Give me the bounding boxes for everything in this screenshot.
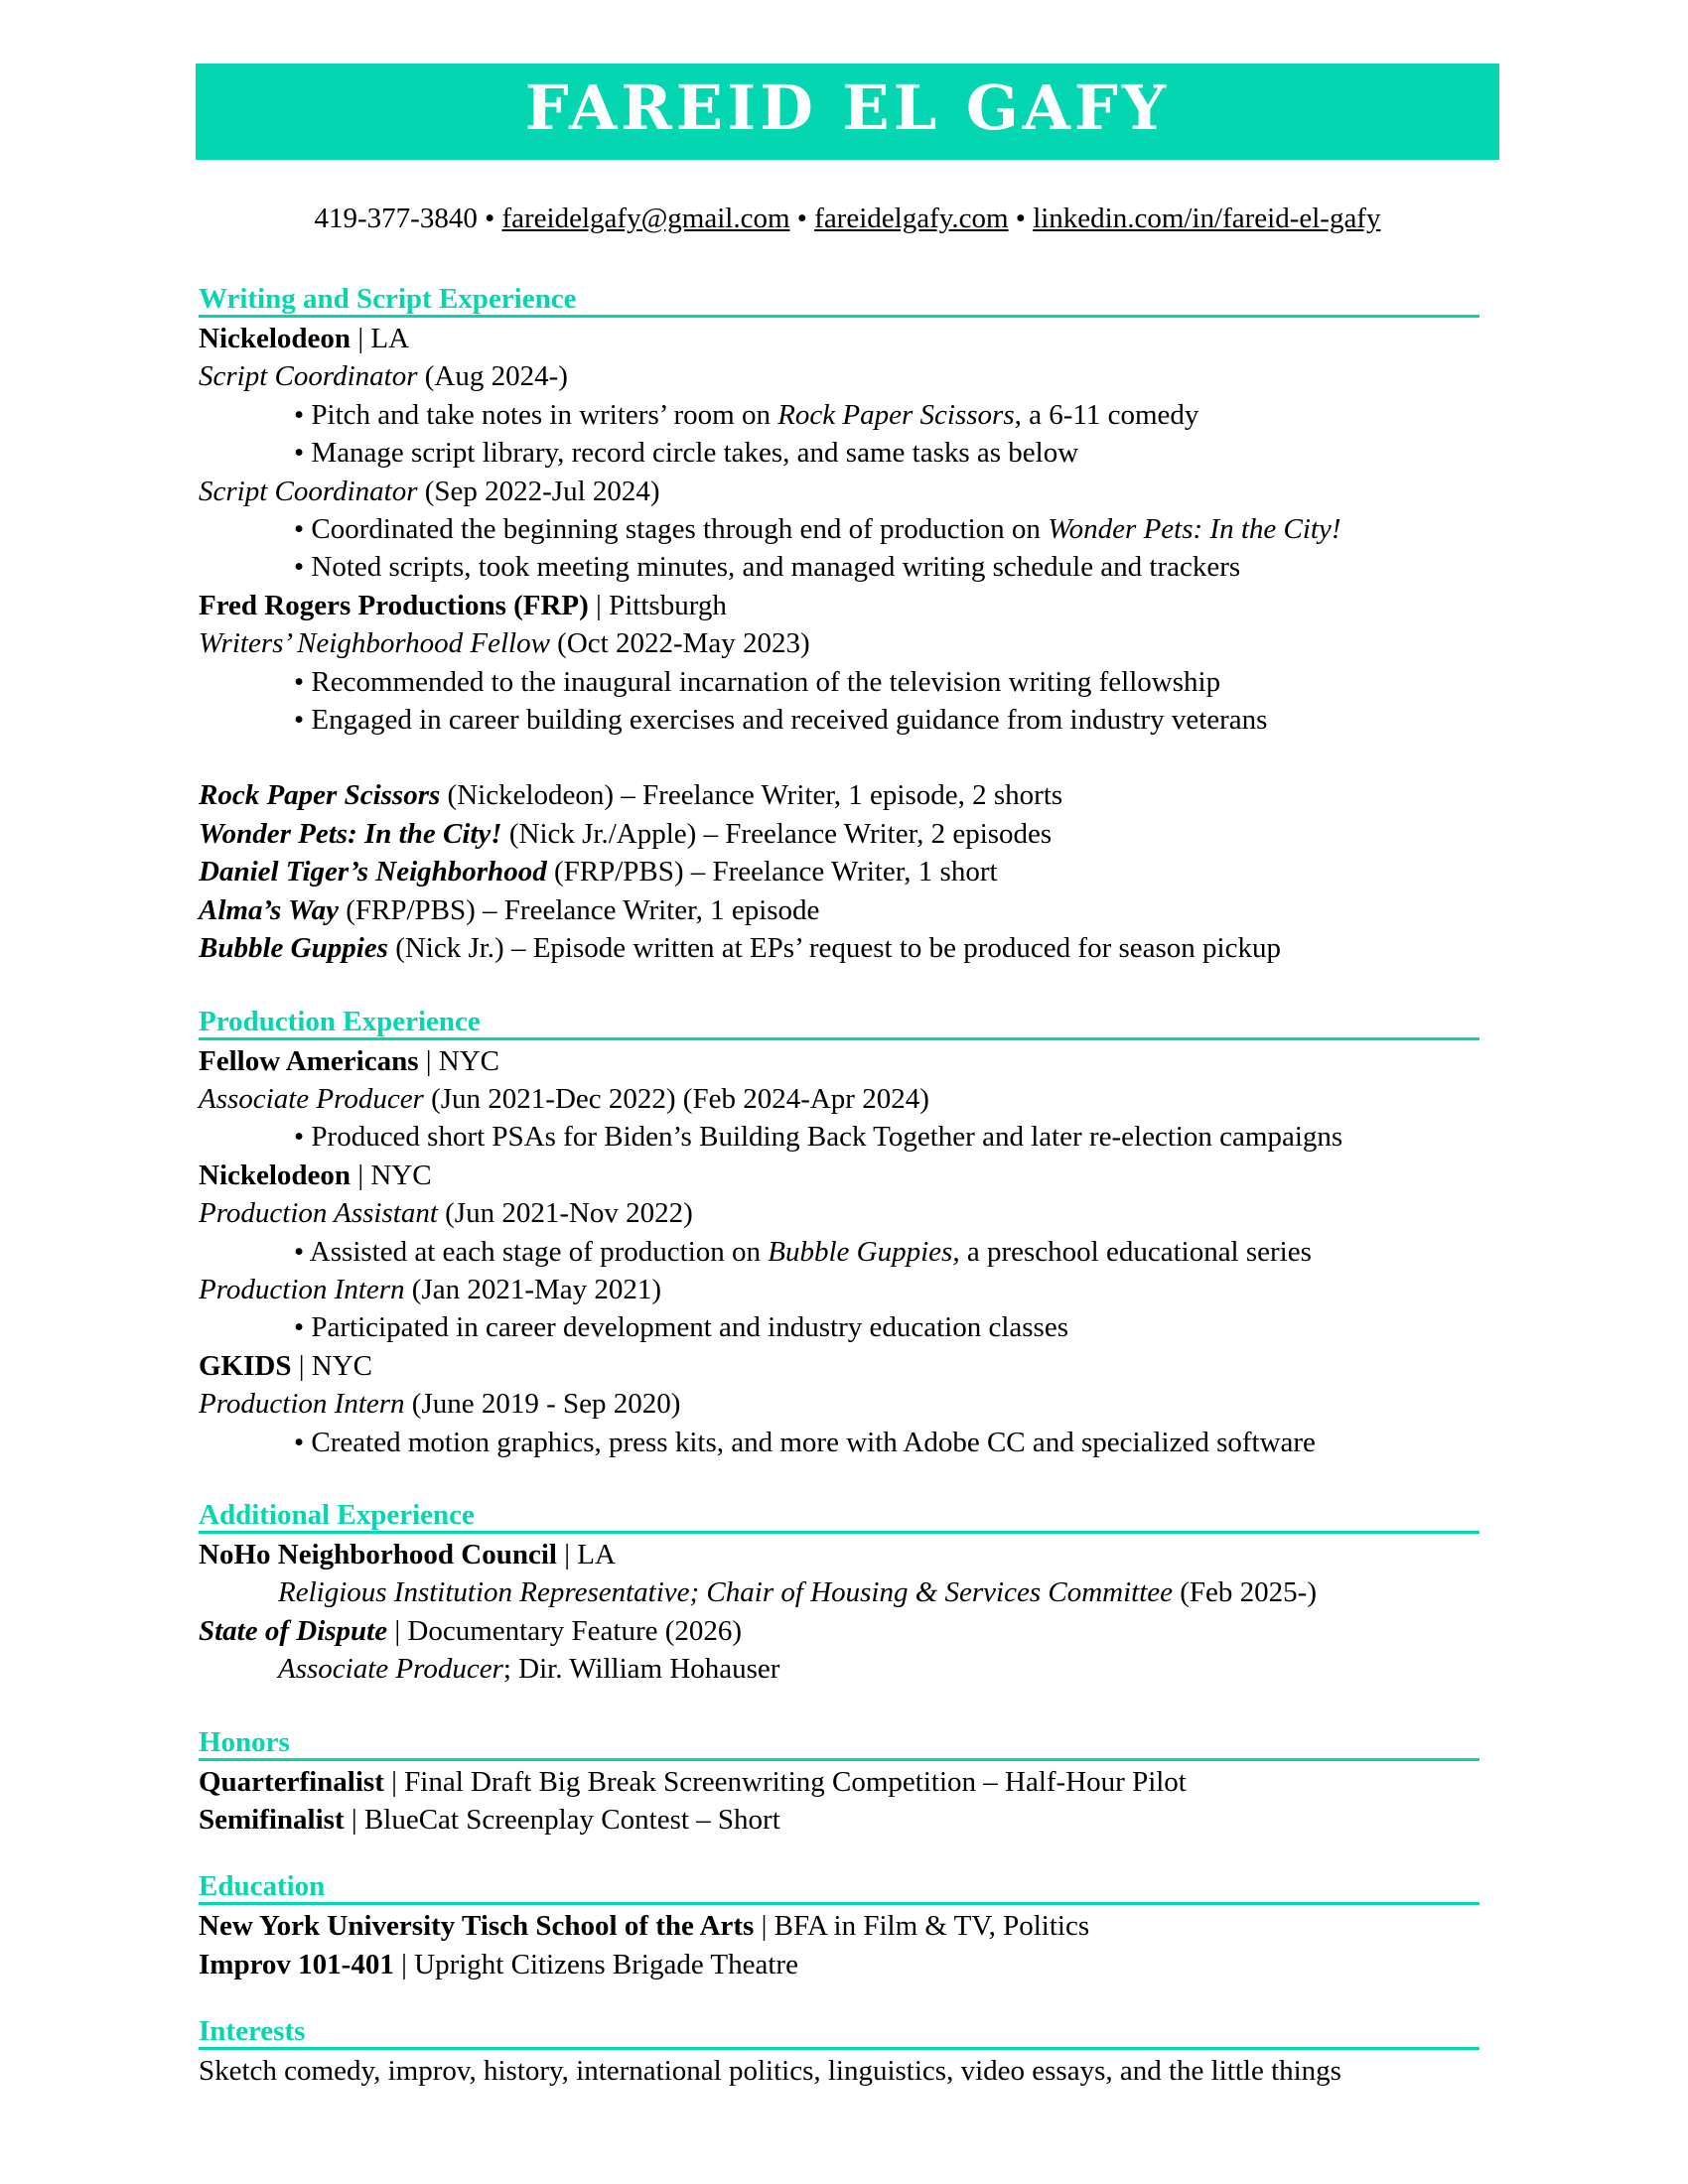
section-heading: Interests: [199, 2015, 1479, 2050]
credit-line: Bubble Guppies (Nick Jr.) – Episode written at EPs’ request to be produced for season pickup: [199, 932, 1281, 965]
bullet-item: • Coordinated the beginning stages through end of production on Wonder Pets: In the City!: [294, 513, 1341, 546]
section-heading: Honors: [199, 1726, 1479, 1761]
honors-section: [199, 1726, 1519, 1840]
writing-section: [199, 283, 1519, 968]
phone-number: 419-377-3840: [314, 203, 478, 234]
education-section: [199, 1870, 1519, 1983]
role-line: Script Coordinator (Sep 2022-Jul 2024): [199, 475, 660, 507]
bullet-item: • Participated in career development and industry education classes: [294, 1311, 1068, 1344]
section-heading: Writing and Script Experience: [199, 283, 1479, 318]
credit-line: Wonder Pets: In the City! (Nick Jr./Apple) – Freelance Writer, 2 episodes: [199, 817, 1053, 850]
email-link[interactable]: fareidelgafy@gmail.com: [501, 203, 790, 234]
section-heading: Education: [199, 1870, 1479, 1905]
additional-section: [199, 1499, 1519, 1689]
bullet-item: • Engaged in career building exercises and received guidance from industry veterans: [294, 704, 1268, 737]
linkedin-link[interactable]: linkedin.com/in/fareid-el-gafy: [1033, 203, 1381, 234]
contact-line: 419-377-3840 • fareidelgafy@gmail.com • fareidelgafy.com • linkedin.com/in/fareid-el-gafy: [314, 203, 1381, 234]
employer-line: Nickelodeon | LA: [199, 323, 410, 354]
interests-text: Sketch comedy, improv, history, international politics, linguistics, video essays, and the little things: [199, 2055, 1341, 2088]
employer-line: Fred Rogers Productions (FRP) | Pittsburgh: [199, 589, 727, 621]
role-line: Script Coordinator (Aug 2024-): [199, 360, 568, 393]
bullet-item: • Noted scripts, took meeting minutes, and managed writing schedule and trackers: [294, 551, 1241, 584]
role-line: Associate Producer (Jun 2021-Dec 2022) (Feb 2024-Apr 2024): [199, 1082, 929, 1115]
website-link[interactable]: fareidelgafy.com: [814, 203, 1009, 234]
employer-line: GKIDS | NYC: [199, 1349, 373, 1382]
honor-line: Semifinalist | BlueCat Screenplay Contest – Short: [199, 1804, 780, 1836]
education-line: New York University Tisch School of the Arts | BFA in Film & TV, Politics: [199, 1910, 1090, 1943]
role-line: Production Intern (June 2019 - Sep 2020): [199, 1388, 681, 1421]
bullet-item: • Created motion graphics, press kits, and more with Adobe CC and specialized software: [294, 1426, 1316, 1458]
bullet-item: • Produced short PSAs for Biden’s Building Back Together and later re-election campaigns: [294, 1121, 1343, 1154]
honor-line: Quarterfinalist | Final Draft Big Break Screenwriting Competition – Half-Hour Pilot: [199, 1765, 1187, 1798]
role-line: Production Intern (Jan 2021-May 2021): [199, 1273, 662, 1305]
credit-line: State of Dispute | Documentary Feature (2026): [199, 1614, 743, 1647]
credit-line: Rock Paper Scissors (Nickelodeon) – Freelance Writer, 1 episode, 2 shorts: [199, 779, 1063, 812]
bullet-item: • Assisted at each stage of production on Bubble Guppies, a preschool educational series: [294, 1235, 1312, 1268]
employer-line: Nickelodeon | NYC: [199, 1159, 432, 1191]
section-heading: Additional Experience: [199, 1499, 1479, 1534]
employer-line: NoHo Neighborhood Council | LA: [199, 1538, 616, 1570]
employer-line: Fellow Americans | NYC: [199, 1044, 500, 1077]
bullet-item: • Recommended to the inaugural incarnation of the television writing fellowship: [294, 665, 1221, 698]
name-banner: [196, 64, 1499, 160]
resume-content: [199, 283, 1519, 2122]
bullet-item: • Pitch and take notes in writers’ room on Rock Paper Scissors, a 6-11 comedy: [294, 398, 1199, 431]
bullet-item: • Manage script library, record circle takes, and same tasks as below: [294, 437, 1079, 470]
role-line: Associate Producer; Dir. William Hohauser: [278, 1653, 780, 1686]
role-line: Writers’ Neighborhood Fellow (Oct 2022-May 2023): [199, 627, 810, 660]
credit-line: Alma’s Way (FRP/PBS) – Freelance Writer, 1 episode: [199, 893, 820, 926]
credit-line: Daniel Tiger’s Neighborhood (FRP/PBS) – Freelance Writer, 1 short: [199, 856, 998, 888]
full-name: FAREID EL GAFY: [524, 70, 1171, 144]
role-line: Religious Institution Representative; Chair of Housing & Services Committee (Feb 2025-): [278, 1576, 1317, 1609]
section-heading: Production Experience: [199, 1006, 1479, 1040]
production-section: [199, 1006, 1519, 1461]
education-line: Improv 101-401 | Upright Citizens Brigade Theatre: [199, 1948, 798, 1980]
role-line: Production Assistant (Jun 2021-Nov 2022): [199, 1197, 693, 1230]
interests-section: [199, 2015, 1519, 2090]
